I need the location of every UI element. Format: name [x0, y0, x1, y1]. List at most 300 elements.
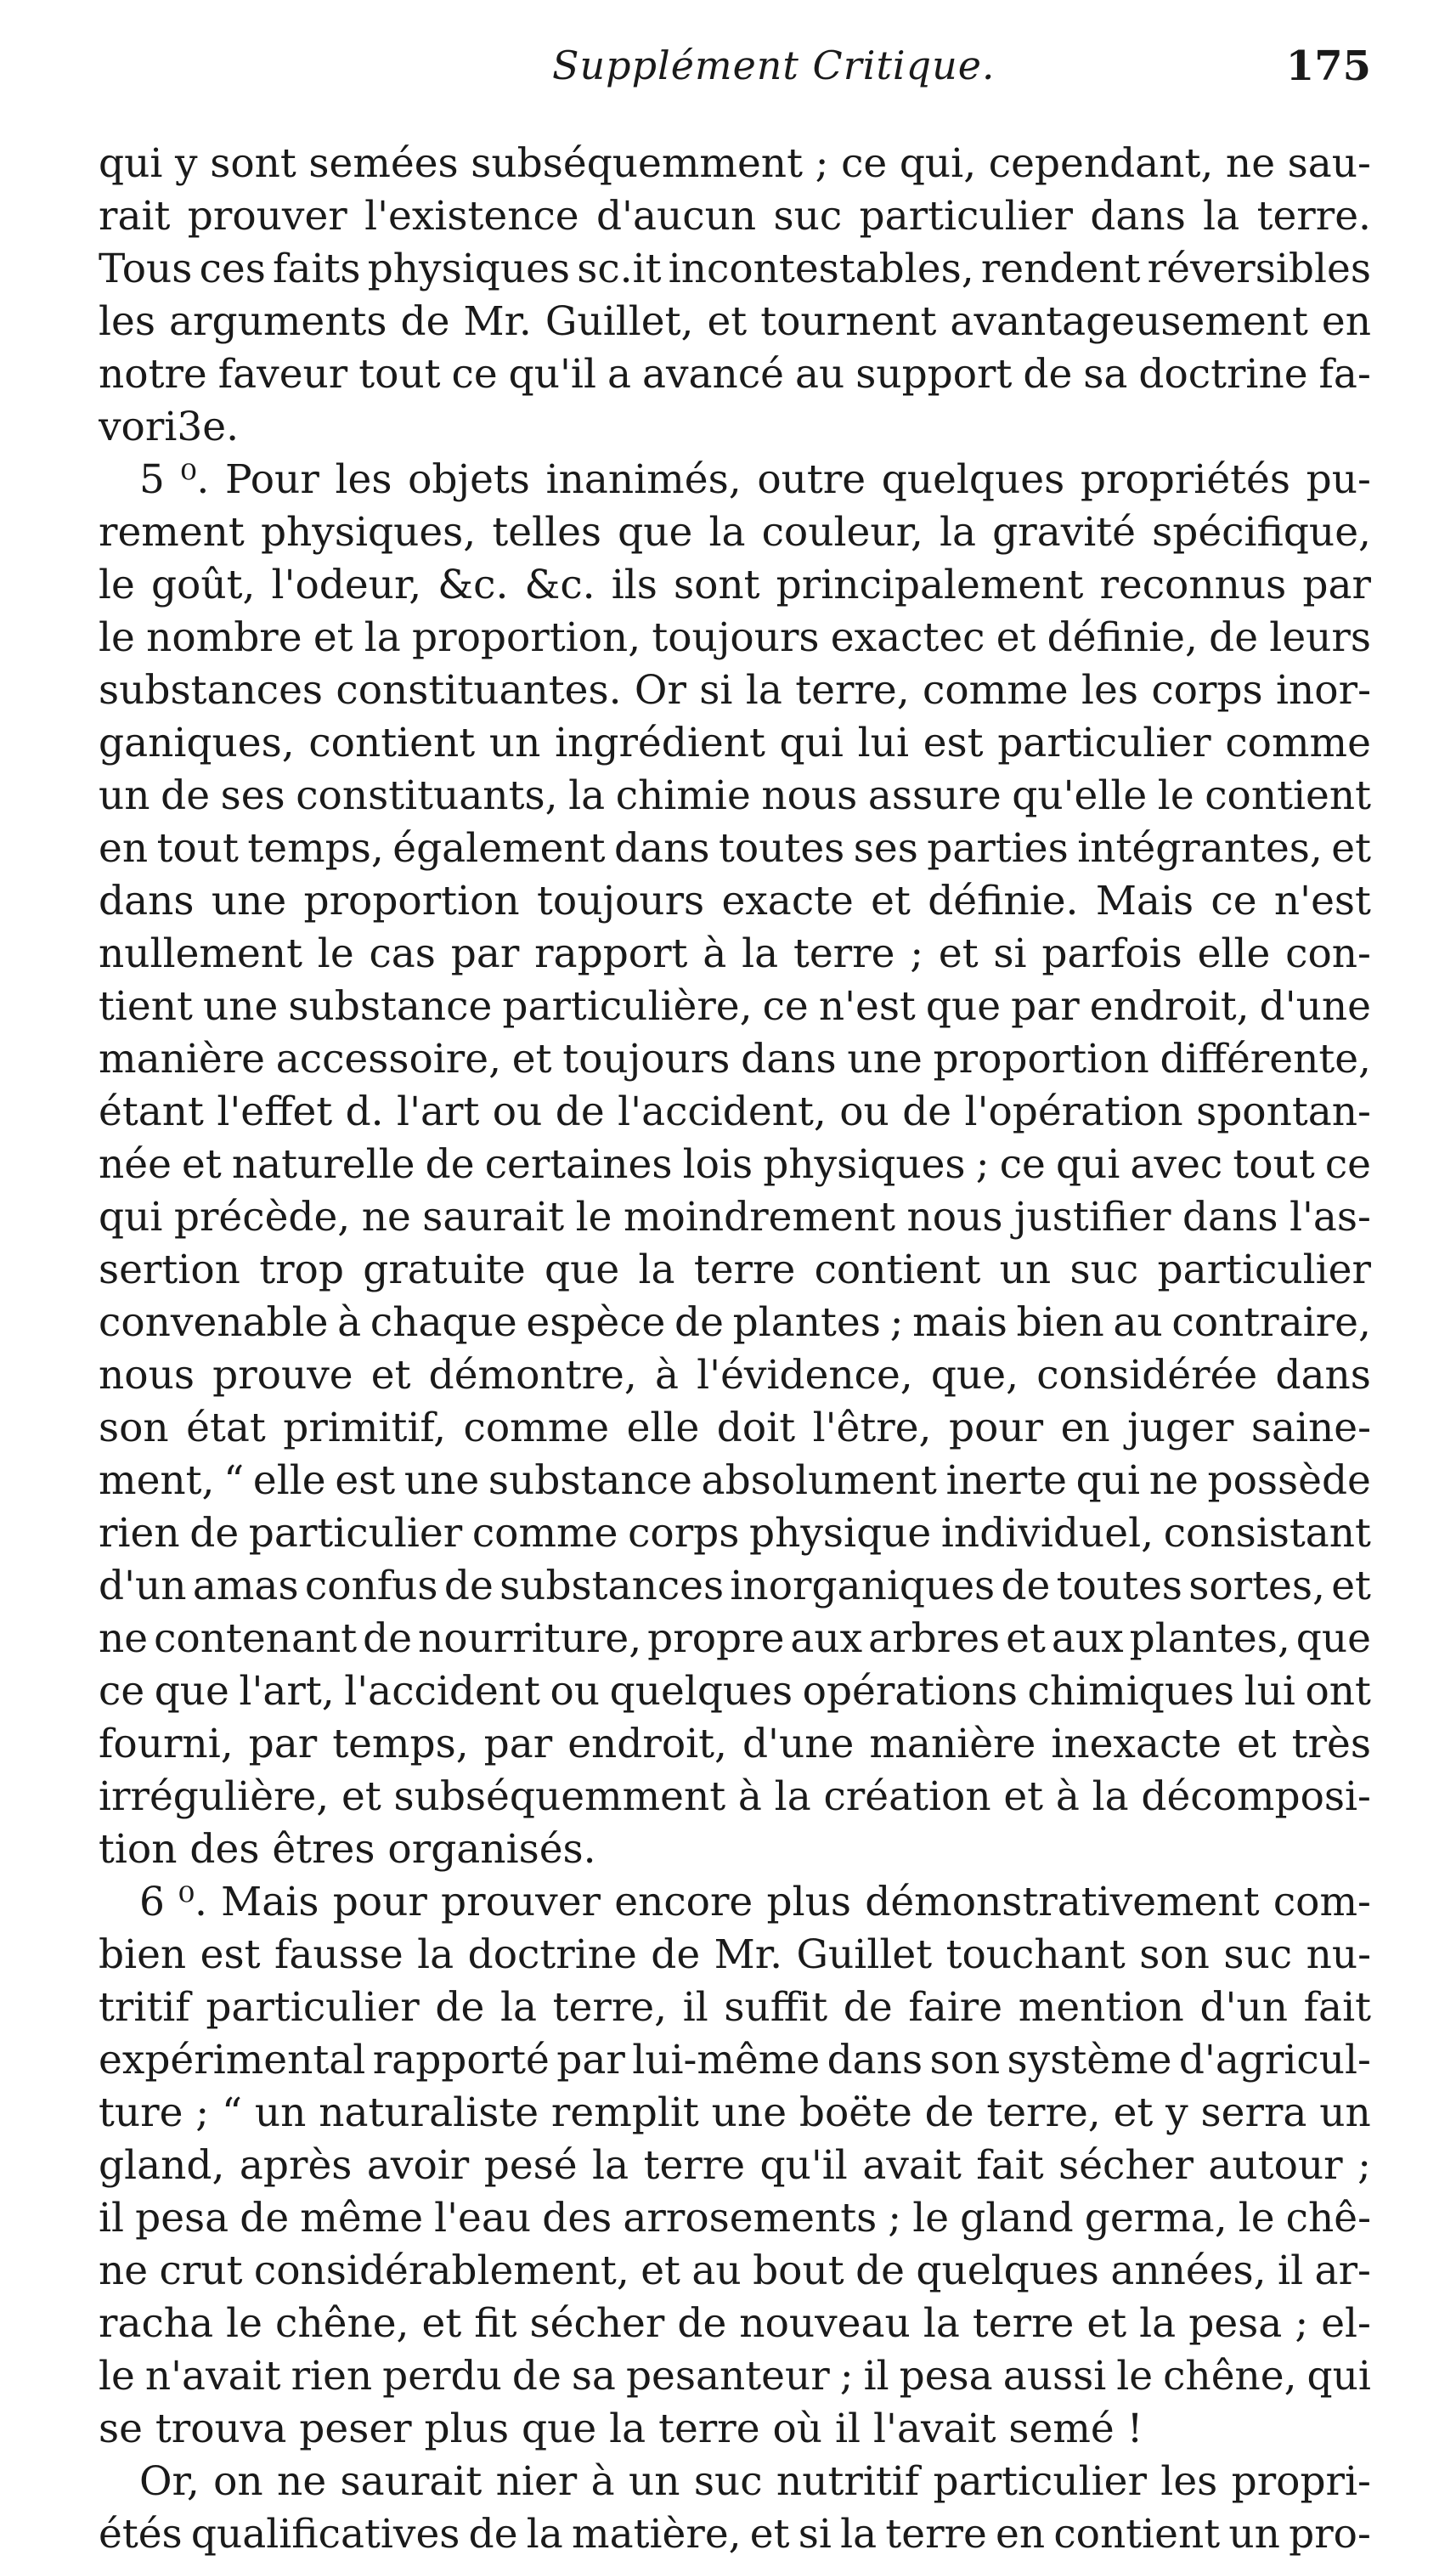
running-title: Supplément Critique.	[552, 42, 996, 88]
text-line	[99, 981, 1371, 1033]
word: la	[499, 1984, 538, 2031]
word: si	[993, 930, 1027, 977]
text-line	[99, 2508, 1371, 2561]
word: matière,	[572, 2511, 742, 2558]
word: à	[1055, 1773, 1080, 1820]
word: également	[392, 825, 606, 872]
word: et	[938, 930, 979, 977]
word: “	[221, 2089, 243, 2136]
word: et	[313, 614, 353, 661]
word: des	[542, 2195, 612, 2242]
word: n'est	[1273, 878, 1371, 924]
word: Pour	[225, 456, 319, 503]
word: de	[443, 1563, 494, 1609]
word: ;	[888, 2195, 902, 2242]
word: le	[575, 1194, 612, 1241]
word: d'agricul-	[1178, 2037, 1371, 2083]
word: endroit,	[1089, 983, 1250, 1030]
word: et	[749, 2511, 790, 2558]
word: expérimental	[99, 2037, 366, 2083]
word: nutritif	[776, 2458, 920, 2505]
word: rapporté	[372, 2037, 550, 2083]
word: sertion	[99, 1247, 240, 1293]
word: ;	[1295, 2300, 1309, 2347]
word: particulier	[933, 2458, 1147, 2505]
word: de	[400, 298, 450, 345]
word: contient	[308, 720, 476, 766]
word: d'une	[1259, 983, 1371, 1030]
word: juger	[1127, 1405, 1234, 1451]
word: Or	[634, 667, 686, 714]
word: l'odeur,	[271, 562, 422, 608]
word: terre	[885, 2511, 987, 2558]
word: les	[99, 298, 155, 345]
word: de	[1023, 351, 1073, 398]
word: contient	[1205, 772, 1371, 819]
word: qui	[1075, 1457, 1141, 1504]
word: de	[677, 2300, 727, 2347]
word: saine-	[1250, 1405, 1371, 1451]
word: ne	[1148, 1457, 1199, 1504]
word: et	[1006, 1615, 1046, 1662]
word: au	[1113, 1299, 1163, 1346]
word: mais	[912, 1299, 1007, 1346]
word: suc	[1223, 1931, 1293, 1978]
word: dans	[614, 825, 710, 872]
text-line	[99, 2087, 1371, 2140]
word: prouve	[212, 1352, 353, 1399]
word: chaque	[370, 1299, 517, 1346]
word: qui,	[899, 140, 977, 187]
word: à	[337, 1299, 362, 1346]
word: sécher	[529, 2300, 665, 2347]
word: intégrantes,	[1077, 825, 1323, 872]
word: une	[202, 983, 279, 1030]
word: le	[99, 562, 135, 608]
word: Guillet	[796, 1931, 933, 1978]
word: état	[186, 1405, 266, 1451]
word: corps	[1151, 667, 1263, 714]
word: germa,	[1084, 2195, 1227, 2242]
word: substances	[499, 1563, 725, 1609]
word: que	[618, 509, 693, 556]
word: tout	[358, 351, 441, 398]
word: même	[300, 2195, 424, 2242]
word: la	[417, 1931, 454, 1978]
word: par	[1011, 983, 1080, 1030]
word: le	[1116, 2353, 1154, 2400]
word: l'effet	[217, 1088, 333, 1135]
word: fit	[474, 2300, 517, 2347]
word: gravité	[992, 509, 1137, 556]
word: et	[182, 1141, 222, 1188]
word: tout	[1233, 1141, 1315, 1188]
word: l'existence	[364, 193, 579, 240]
word: physiques	[367, 246, 571, 292]
word: ;	[975, 1141, 990, 1188]
word: et	[871, 878, 911, 924]
word: lui	[857, 720, 909, 766]
word: inerte	[945, 1457, 1067, 1504]
word: une	[847, 1036, 923, 1083]
word: arrosements	[623, 2195, 878, 2242]
word: années,	[1110, 2247, 1267, 2294]
word: la	[364, 614, 401, 661]
word: dans	[1182, 1194, 1278, 1241]
word: tournent	[760, 298, 937, 345]
word: terre	[972, 2300, 1075, 2347]
word: mention	[1018, 1984, 1184, 2031]
word: considérée	[1036, 1352, 1258, 1399]
word: nombre	[146, 614, 302, 661]
word: Or,	[139, 2458, 200, 2505]
word: goût,	[150, 562, 256, 608]
word: terre.	[1256, 193, 1371, 240]
word: Guillet,	[545, 298, 694, 345]
word: chêne,	[1163, 2353, 1297, 2400]
word: ses	[853, 825, 918, 872]
word: d'un	[99, 1563, 187, 1609]
text-line	[99, 612, 1371, 664]
word: reconnus	[1099, 562, 1287, 608]
word: on	[213, 2458, 263, 2505]
word: le	[1157, 772, 1194, 819]
word: et	[1236, 1721, 1277, 1767]
word: inanimés,	[545, 456, 742, 503]
text-line	[99, 1665, 1371, 1718]
word: Mr.	[714, 1931, 783, 1978]
word: toujours	[562, 1036, 731, 1083]
word: décomposi-	[1141, 1773, 1371, 1820]
word: ne	[277, 2458, 327, 2505]
word: autour	[1208, 2142, 1343, 2189]
word: doctrine	[1138, 351, 1308, 398]
word: de	[651, 1931, 701, 1978]
word: qui	[1055, 1141, 1120, 1188]
word: naturaliste	[319, 2089, 539, 2136]
word: un	[99, 772, 150, 819]
word: particulier	[206, 1984, 420, 2031]
word: en	[1060, 1405, 1110, 1451]
text-line	[99, 506, 1371, 559]
word: la	[774, 1773, 811, 1820]
word: chimiques	[1027, 1668, 1235, 1715]
text-line	[99, 717, 1371, 770]
word: fourni,	[99, 1721, 234, 1767]
word: suffit	[724, 1984, 828, 2031]
word: toutes	[719, 825, 845, 872]
word: sont	[210, 140, 296, 187]
word: n'est	[818, 983, 916, 1030]
word: étés	[99, 2511, 183, 2558]
word: espèce	[526, 1299, 666, 1346]
word: sc.it	[577, 246, 662, 292]
word: constituantes.	[336, 667, 622, 714]
word: ;	[1357, 2142, 1371, 2189]
word: bout	[753, 2247, 844, 2294]
word: confus	[304, 1563, 438, 1609]
word: toutes	[1056, 1563, 1182, 1609]
word: par	[483, 1721, 553, 1767]
word: chêne,	[275, 2300, 409, 2347]
text-line	[99, 348, 1371, 401]
word: leurs	[1269, 614, 1371, 661]
word: et	[1113, 2089, 1154, 2136]
text-line	[99, 1613, 1371, 1665]
word: physique	[749, 1510, 932, 1557]
word: ce	[1324, 1141, 1371, 1188]
word: manière	[869, 1721, 1036, 1767]
word: de	[468, 2511, 518, 2558]
word: ce	[451, 351, 498, 398]
word: les	[1160, 2458, 1218, 2505]
word: ce	[999, 1141, 1046, 1188]
word: est	[200, 1931, 261, 1978]
text-line	[99, 2456, 1371, 2508]
word: par	[1302, 562, 1371, 608]
word: pesa	[899, 2353, 993, 2400]
word: certaines	[484, 1141, 673, 1188]
word: ;	[889, 1299, 904, 1346]
word: moindrement	[623, 1194, 896, 1241]
word: justifier	[1013, 1194, 1171, 1241]
word: lui-même	[632, 2037, 821, 2083]
word: de	[161, 772, 211, 819]
word: il	[1278, 2247, 1304, 2294]
word: en	[99, 825, 149, 872]
word: et	[641, 2247, 680, 2294]
word: que	[925, 983, 1002, 1030]
word: possède	[1207, 1457, 1371, 1504]
word: fausse	[274, 1931, 404, 1978]
word: Mais	[221, 1879, 319, 1925]
word: de	[1209, 614, 1259, 661]
word: prouver	[441, 1879, 601, 1925]
word: notre	[99, 351, 207, 398]
word: ne	[99, 2247, 149, 2294]
word: ces	[199, 246, 266, 292]
word: l'accident	[344, 1668, 540, 1715]
word: contenant	[154, 1615, 358, 1662]
word: nier	[495, 2458, 578, 2505]
word: et	[1003, 1773, 1044, 1820]
word: terre	[643, 2142, 746, 2189]
word: la	[840, 2511, 878, 2558]
word: au	[794, 351, 845, 398]
word: est	[923, 720, 984, 766]
word: qu'il	[759, 2142, 848, 2189]
page-header	[0, 42, 1456, 102]
word: y	[1165, 2089, 1188, 2136]
word: suc	[1069, 1247, 1139, 1293]
word: bien	[99, 1931, 187, 1978]
word: plus	[766, 1879, 851, 1925]
word: pesa	[135, 2195, 229, 2242]
word: nous	[99, 1352, 195, 1399]
word: qui	[99, 1194, 163, 1241]
word: ne	[361, 1194, 411, 1241]
word: pour	[948, 1405, 1044, 1451]
word: crut	[159, 2247, 243, 2294]
word: exacte	[721, 878, 854, 924]
word: la	[708, 509, 746, 556]
word: sa	[1083, 351, 1128, 398]
word: rapport	[534, 930, 688, 977]
word: couleur,	[761, 509, 923, 556]
word: contient	[814, 1247, 981, 1293]
word: le	[1238, 2195, 1275, 2242]
word: nullement	[99, 930, 302, 977]
page-number: 175	[1285, 42, 1371, 90]
word: pour	[332, 1879, 427, 1925]
word: sau-	[1287, 140, 1371, 187]
word: racha	[99, 2300, 214, 2347]
word: ou	[839, 1088, 889, 1135]
word: dans	[1275, 1352, 1371, 1399]
word: cependant,	[988, 140, 1214, 187]
word: précède,	[173, 1194, 351, 1241]
word: avec	[1130, 1141, 1223, 1188]
word: et	[421, 2300, 462, 2347]
text-line	[99, 1982, 1371, 2034]
word: a	[607, 351, 631, 398]
word: com-	[1273, 1879, 1371, 1925]
word: à	[654, 1352, 679, 1399]
word: suc	[693, 2458, 763, 2505]
word: considérablement,	[253, 2247, 629, 2294]
word: de	[189, 1510, 240, 1557]
word: très	[1291, 1721, 1371, 1767]
text-line	[99, 138, 1371, 190]
word: Mais	[1095, 878, 1194, 924]
word: support	[855, 351, 1013, 398]
word: telles	[492, 509, 602, 556]
word: sécher	[1058, 2142, 1194, 2189]
word: inor-	[1276, 667, 1371, 714]
word: que,	[930, 1352, 1019, 1399]
word: assure	[867, 772, 1002, 819]
word: une	[711, 2089, 787, 2136]
word: en	[996, 2511, 1046, 2558]
word: tritif	[99, 1984, 190, 2031]
word: gratuite	[363, 1247, 526, 1293]
word: pesanteur	[625, 2353, 830, 2400]
word: en	[1321, 298, 1371, 345]
word: l'opération	[964, 1088, 1183, 1135]
word: toujours	[536, 878, 705, 924]
word: pesé	[483, 2142, 578, 2189]
word: l'évidence,	[697, 1352, 913, 1399]
word: contraire,	[1171, 1299, 1371, 1346]
word: qui	[99, 140, 163, 187]
word: substance	[288, 983, 493, 1030]
text-line	[99, 1244, 1371, 1297]
word: avait	[862, 2142, 962, 2189]
word: 6	[139, 1879, 165, 1925]
word: comme	[923, 667, 1069, 714]
text-line	[99, 2245, 1371, 2298]
text-line	[99, 823, 1371, 875]
word: qui	[779, 720, 844, 766]
word: la	[526, 2511, 563, 2558]
word: physiques	[763, 1141, 966, 1188]
text-line	[99, 1086, 1371, 1139]
word: l'art	[397, 1088, 480, 1135]
word: ture	[99, 2089, 183, 2136]
word: après	[239, 2142, 353, 2189]
word: une	[211, 878, 287, 924]
word: de	[902, 1088, 952, 1135]
word: réversibles	[1147, 246, 1371, 292]
word: son	[1139, 1931, 1210, 1978]
text-line	[99, 1033, 1371, 1086]
text-line	[99, 1929, 1371, 1982]
word: propre	[647, 1615, 785, 1662]
word: la	[568, 772, 606, 819]
word: il	[99, 2195, 125, 2242]
text-line	[99, 1349, 1371, 1402]
word: étant	[99, 1088, 204, 1135]
word: nous	[761, 772, 858, 819]
word: un	[488, 720, 541, 766]
word: comme	[1225, 720, 1371, 766]
word: le	[912, 2195, 950, 2242]
word: Tous	[99, 246, 193, 292]
word: la	[745, 667, 782, 714]
word: dans	[99, 878, 195, 924]
word: exactec	[830, 614, 985, 661]
text-line	[99, 1139, 1371, 1191]
word: terre,	[552, 1984, 668, 2031]
word: la	[638, 1247, 675, 1293]
word: ganiques,	[99, 720, 295, 766]
word: plantes,	[1129, 1615, 1290, 1662]
word: un	[1319, 2089, 1371, 2136]
word: ;	[839, 2353, 854, 2400]
word: de	[855, 2247, 905, 2294]
word: d'une	[742, 1721, 855, 1767]
word: ou	[550, 1668, 601, 1715]
word: outre	[757, 456, 866, 503]
word: aussi	[1002, 2353, 1107, 2400]
word: comme	[463, 1405, 610, 1451]
word: ne	[99, 1615, 149, 1662]
word: dans	[741, 1036, 837, 1083]
word: cas	[369, 930, 436, 977]
text-line	[99, 190, 1371, 243]
word: avoir	[366, 2142, 470, 2189]
word: ment,	[99, 1457, 215, 1504]
word: faveur	[217, 351, 348, 398]
word: définie,	[1047, 614, 1198, 661]
word: de	[363, 1615, 413, 1662]
text-line: tion des êtres organisés.	[99, 1826, 596, 1873]
word: aux	[1051, 1615, 1124, 1662]
word: plantes	[732, 1299, 881, 1346]
word: constituants,	[296, 772, 558, 819]
word: démonstrativement	[865, 1879, 1260, 1925]
word: sortes,	[1188, 1563, 1325, 1609]
word: démontre,	[428, 1352, 637, 1399]
text-line	[99, 1507, 1371, 1560]
word: la	[592, 2142, 629, 2189]
word: de	[425, 1141, 475, 1188]
word: nourriture,	[418, 1615, 642, 1662]
word: touchant	[945, 1931, 1126, 1978]
word: et	[1331, 1563, 1371, 1609]
word: à	[590, 2458, 615, 2505]
word: nu-	[1306, 1931, 1371, 1978]
